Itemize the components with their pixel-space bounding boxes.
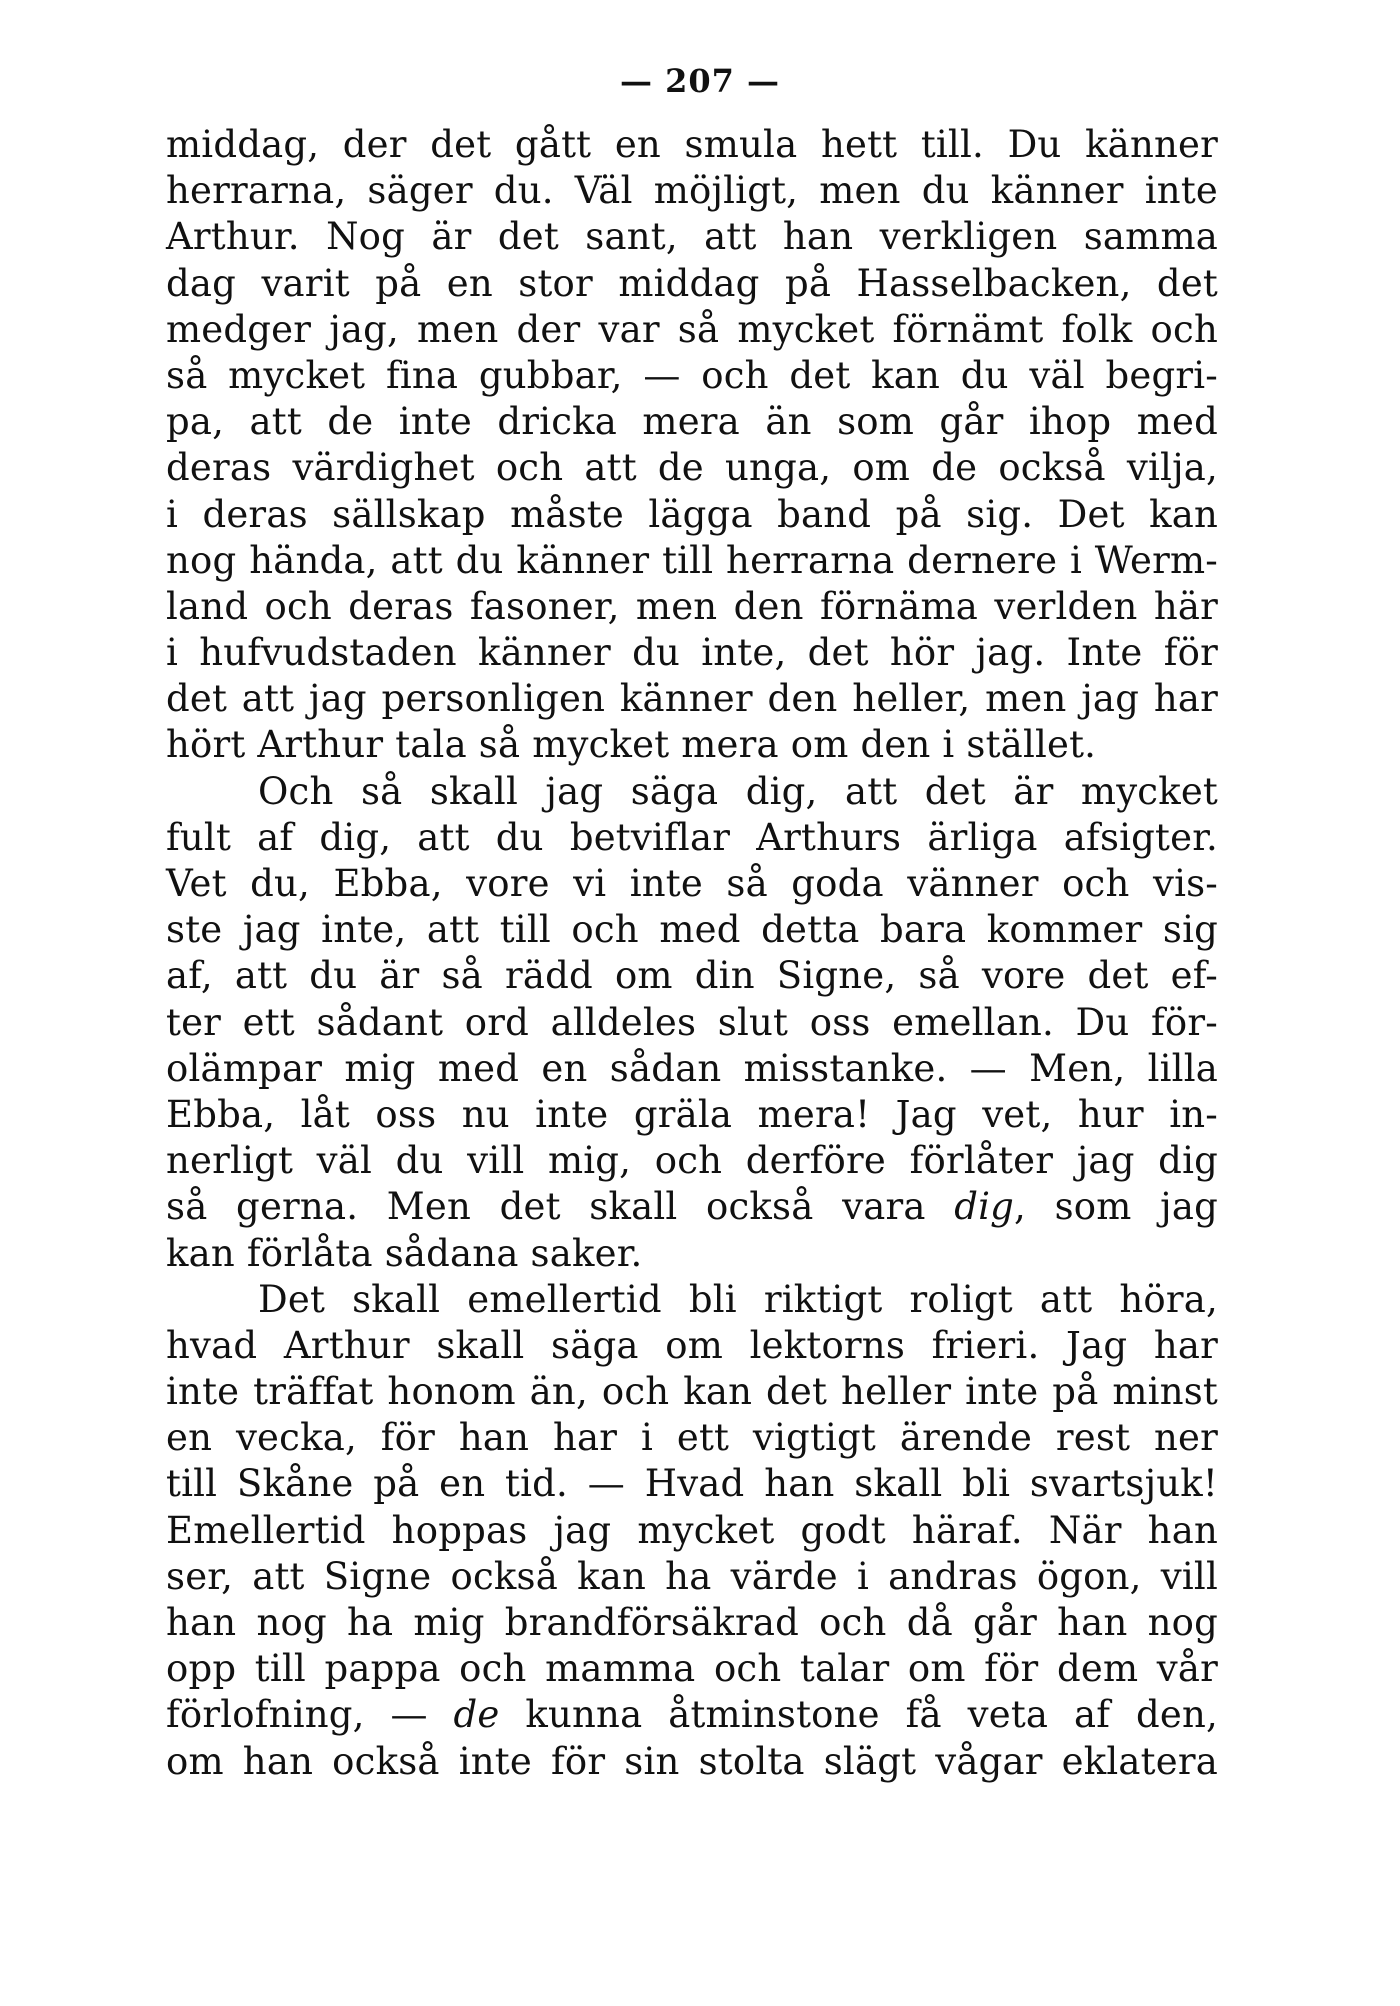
text-line: i hufvudstaden känner du inte, det hör jag. Inte för xyxy=(166,631,1218,675)
text-line: land och deras fasoner, men den förnäma verlden här xyxy=(166,584,1218,628)
text-line: till Skåne på en tid. — Hvad han skall bli svartsjuk! xyxy=(166,1462,1218,1506)
text-line: ter ett sådant ord alldeles slut oss emellan. Du för- xyxy=(166,1000,1218,1044)
text-line: en vecka, för han har i ett vigtigt ärende rest ner xyxy=(166,1416,1218,1460)
text-line: opp till pappa och mamma och talar om för dem vår xyxy=(166,1647,1218,1691)
text-line: hvad Arthur skall säga om lektorns frieri. Jag har xyxy=(166,1323,1218,1367)
text-line: olämpar mig med en sådan misstanke. — Men, lilla xyxy=(166,1046,1218,1090)
text-line: nog hända, att du känner till herrarna dernere i Werm- xyxy=(166,538,1218,582)
text-line: Emellertid hoppas jag mycket godt häraf. När han xyxy=(166,1508,1218,1552)
text-line: medger jag, men der var så mycket förnämt folk och xyxy=(166,307,1218,351)
text-line: Och så skall jag säga dig, att det är mycket xyxy=(258,769,1218,813)
text-line: fult af dig, att du betviflar Arthurs ärliga afsigter. xyxy=(166,815,1218,859)
text-line: kan förlåta sådana saker. xyxy=(166,1231,643,1275)
text-line: Vet du, Ebba, vore vi inte så goda vänner och vis- xyxy=(166,862,1218,905)
text-line: det att jag personligen känner den heller, men jag har xyxy=(166,677,1218,721)
paragraph xyxy=(166,122,1218,769)
text-line: dag varit på en stor middag på Hasselbacken, det xyxy=(166,261,1218,305)
text-line: så mycket fina gubbar, — och det kan du väl begri- xyxy=(166,353,1218,397)
text-line: ser, att Signe också kan ha värde i andras ögon, vill xyxy=(166,1554,1218,1598)
text-line: förlofning, — de kunna åtminstone få veta af den, xyxy=(166,1693,1218,1737)
body-text xyxy=(166,122,1218,1785)
text-line: Det skall emellertid bli riktigt roligt att höra, xyxy=(258,1277,1218,1321)
text-line: ste jag inte, att till och med detta bara kommer sig xyxy=(166,908,1218,952)
text-line: så gerna. Men det skall också vara dig, som jag xyxy=(166,1185,1218,1229)
text-line: hört Arthur tala så mycket mera om den i stället. xyxy=(166,723,1097,767)
paragraph xyxy=(166,1277,1218,1785)
text-line: pa, att de inte dricka mera än som går ihop med xyxy=(166,400,1218,444)
text-line: om han också inte för sin stolta slägt vågar eklatera xyxy=(166,1739,1218,1783)
text-line: deras värdighet och att de unga, om de också vilja, xyxy=(166,446,1218,490)
text-line: nerligt väl du vill mig, och derföre förlåter jag dig xyxy=(166,1139,1218,1183)
text-line: Arthur. Nog är det sant, att han verkligen samma xyxy=(166,215,1218,259)
text-line: i deras sällskap måste lägga band på sig. Det kan xyxy=(166,492,1218,536)
page-number: — 207 — xyxy=(619,62,781,100)
text-line: herrarna, säger du. Väl möjligt, men du känner inte xyxy=(166,169,1218,213)
text-line: han nog ha mig brandförsäkrad och då går han nog xyxy=(166,1601,1218,1644)
text-line: inte träffat honom än, och kan det heller inte på minst xyxy=(166,1370,1218,1414)
text-line: middag, der det gått en smula hett till. Du känner xyxy=(166,123,1218,166)
text-line: Ebba, låt oss nu inte gräla mera! Jag vet, hur in- xyxy=(166,1092,1218,1136)
paragraph xyxy=(166,769,1218,1277)
text-line: af, att du är så rädd om din Signe, så vore det ef- xyxy=(166,954,1218,998)
